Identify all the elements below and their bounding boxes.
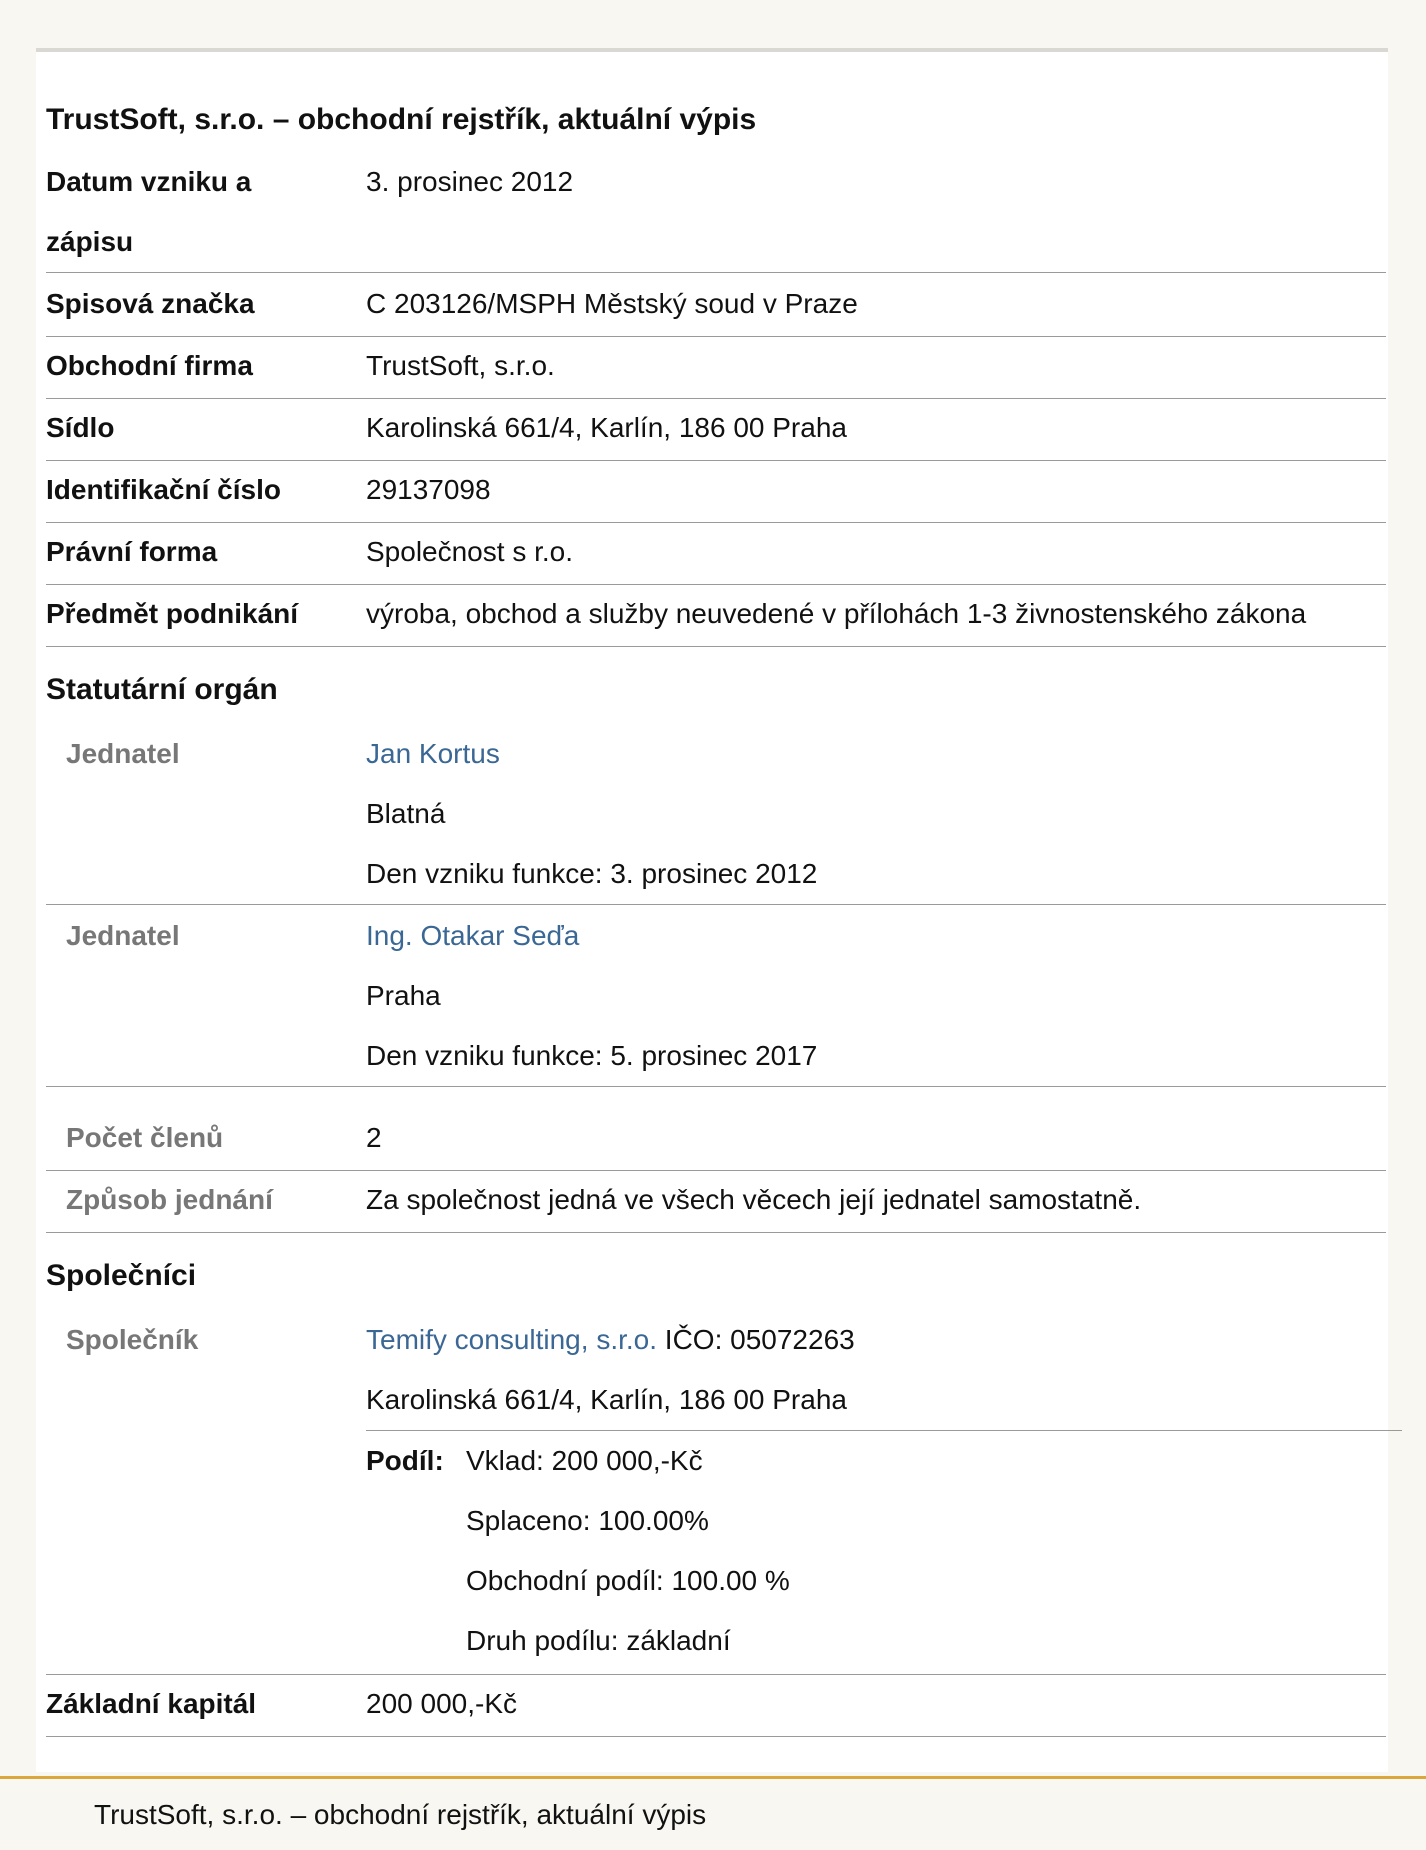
page-title: TrustSoft, s.r.o. – obchodní rejstřík, aktuální výpis <box>46 103 757 136</box>
jednatel-1-since: Den vzniku funkce: 3. prosinec 2012 <box>366 858 818 889</box>
link-jednatel-2[interactable]: Ing. Otakar Seďa <box>366 920 580 951</box>
row-ic <box>46 460 1386 523</box>
podil-obchodni: Obchodní podíl: 100.00 % <box>466 1565 790 1596</box>
spolecnik-address: Karolinská 661/4, Karlín, 186 00 Praha <box>366 1384 847 1415</box>
podil-values <box>466 1431 790 1671</box>
row-sidlo <box>46 398 1386 461</box>
label-ic: Identifikační číslo <box>46 474 281 505</box>
row-datum <box>46 152 1386 273</box>
value-sidlo: Karolinská 661/4, Karlín, 186 00 Praha <box>366 412 847 443</box>
row-firma <box>46 336 1386 399</box>
value-ic: 29137098 <box>366 474 491 505</box>
value-datum: 3. prosinec 2012 <box>366 166 574 197</box>
value-firma: TrustSoft, s.r.o. <box>366 350 555 381</box>
podil-splaceno: Splaceno: 100.00% <box>466 1505 709 1536</box>
row-spis <box>46 274 1386 337</box>
value-zpusob-jednani: Za společnost jedná ve všech věcech její jednatel samostatně. <box>366 1184 1142 1215</box>
row-pocet-clenu <box>46 1108 1386 1171</box>
link-jednatel-1[interactable]: Jan Kortus <box>366 738 500 769</box>
row-jednatel-1 <box>46 724 1386 905</box>
value-predmet: výroba, obchod a služby neuvedené v přílohách 1-3 živnostenského zákona <box>366 598 1307 629</box>
value-jednatel-2 <box>366 906 817 1086</box>
spolecnik-ico: IČO: 05072263 <box>657 1324 855 1355</box>
row-predmet <box>46 584 1386 647</box>
label-datum: Datum vzniku a zápisu <box>46 166 252 257</box>
label-spolecnik: Společník <box>66 1324 199 1355</box>
row-forma <box>46 522 1386 585</box>
jednatel-2-city: Praha <box>366 980 441 1011</box>
section-spolecnici: Společníci <box>46 1259 197 1292</box>
label-jednatel-2: Jednatel <box>66 920 180 951</box>
footer-title: TrustSoft, s.r.o. – obchodní rejstřík, aktuální výpis <box>94 1799 707 1830</box>
value-jednatel-1 <box>366 724 817 904</box>
value-spis: C 203126/MSPH Městský soud v Praze <box>366 288 858 319</box>
podil-block <box>366 1430 1402 1671</box>
podil-druh: Druh podílu: základní <box>466 1625 731 1656</box>
section-statutarni: Statutární orgán <box>46 673 278 706</box>
label-kapital: Základní kapitál <box>46 1688 257 1719</box>
label-forma: Právní forma <box>46 536 218 567</box>
label-pocet-clenu: Počet členů <box>66 1122 224 1153</box>
row-spolecnik <box>46 1310 1386 1675</box>
link-spolecnik[interactable]: Temify consulting, s.r.o. <box>366 1324 658 1355</box>
label-sidlo: Sídlo <box>46 412 115 443</box>
label-zpusob-jednani: Způsob jednání <box>66 1184 273 1215</box>
label-firma: Obchodní firma <box>46 350 253 381</box>
label-spis: Spisová značka <box>46 288 255 319</box>
label-predmet: Předmět podnikání <box>46 598 299 629</box>
podil-vklad: Vklad: 200 000,-Kč <box>466 1445 703 1476</box>
value-kapital: 200 000,-Kč <box>366 1688 517 1719</box>
row-zpusob-jednani <box>46 1170 1386 1233</box>
row-kapital <box>46 1674 1386 1737</box>
row-jednatel-2 <box>46 906 1386 1087</box>
jednatel-2-since: Den vzniku funkce: 5. prosinec 2017 <box>366 1040 818 1071</box>
label-jednatel-1: Jednatel <box>66 738 180 769</box>
value-forma: Společnost s r.o. <box>366 536 574 567</box>
jednatel-1-city: Blatná <box>366 798 446 829</box>
value-spolecnik <box>366 1310 855 1430</box>
footer-divider <box>0 1776 1426 1779</box>
value-pocet-clenu: 2 <box>366 1122 382 1153</box>
podil-label: Podíl: <box>366 1445 444 1476</box>
